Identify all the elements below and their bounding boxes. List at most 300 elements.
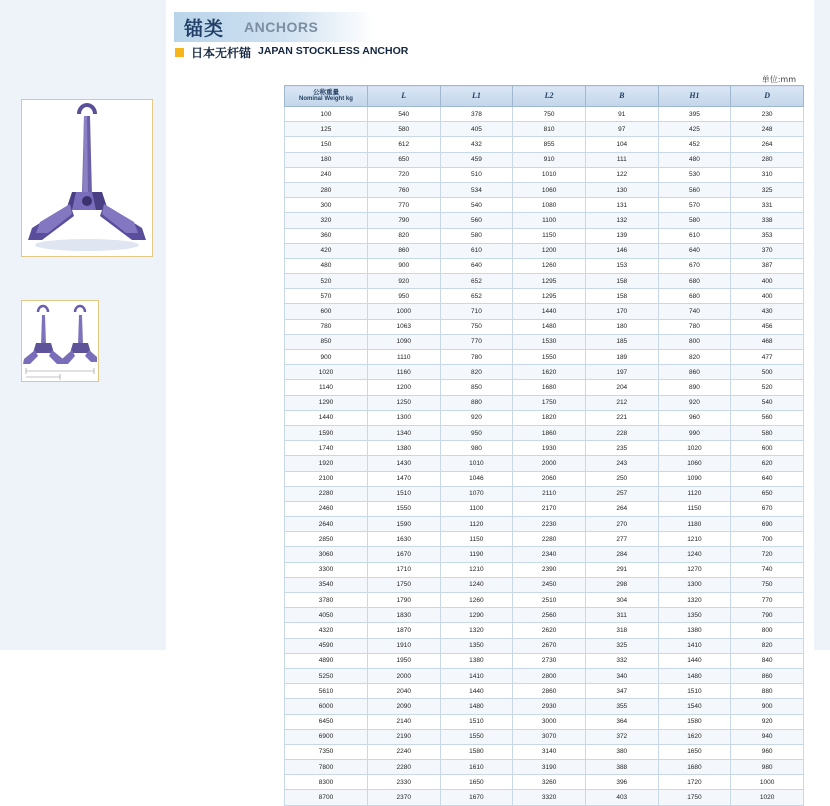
table-cell: 480 [285,258,368,273]
table-row [285,334,804,349]
table-cell: 1290 [440,608,513,623]
table-row [285,790,804,805]
table-cell: 534 [440,182,513,197]
table-cell: 4050 [285,608,368,623]
table-cell: 146 [585,243,658,258]
table-cell: 3140 [513,744,586,759]
table-cell: 130 [585,182,658,197]
table-row [285,775,804,790]
table-cell: 610 [440,243,513,258]
table-cell: 980 [440,441,513,456]
table-row [285,410,804,425]
table-cell: 920 [658,395,731,410]
table-cell: 277 [585,532,658,547]
table-cell: 158 [585,274,658,289]
table-cell: 158 [585,289,658,304]
table-cell: 104 [585,137,658,152]
anchor-diagram-graphic [22,301,98,381]
table-cell: 670 [731,501,804,516]
table-cell: 230 [731,107,804,122]
table-cell: 212 [585,395,658,410]
table-cell: 7800 [285,760,368,775]
table-cell: 197 [585,365,658,380]
table-cell: 1240 [440,577,513,592]
table-cell: 710 [440,304,513,319]
table-row [285,441,804,456]
table-cell: 1510 [658,684,731,699]
table-cell: 1550 [440,729,513,744]
table-cell: 770 [367,198,440,213]
table-cell: 1470 [367,471,440,486]
table-cell: 332 [585,653,658,668]
table-cell: 2000 [513,456,586,471]
table-cell: 1020 [658,441,731,456]
spec-table-col-l2: L2 [513,86,586,107]
table-cell: 180 [585,319,658,334]
spec-table-col-l1: L1 [440,86,513,107]
table-cell: 840 [731,653,804,668]
table-cell: 1190 [440,547,513,562]
table-cell: 740 [731,562,804,577]
table-cell: 2280 [285,486,368,501]
table-cell: 2670 [513,638,586,653]
table-cell: 1750 [658,790,731,805]
table-cell: 940 [731,729,804,744]
table-cell: 221 [585,410,658,425]
table-cell: 2140 [367,714,440,729]
table-cell: 1440 [285,410,368,425]
table-cell: 1063 [367,319,440,334]
table-cell: 900 [285,350,368,365]
table-cell: 235 [585,441,658,456]
table-cell: 820 [367,228,440,243]
table-cell: 318 [585,623,658,638]
table-cell: 3070 [513,729,586,744]
table-cell: 432 [440,137,513,152]
table-cell: 1010 [440,456,513,471]
spec-table-col-l: L [367,86,440,107]
table-cell: 1090 [658,471,731,486]
table-cell: 950 [440,425,513,440]
table-cell: 372 [585,729,658,744]
table-cell: 780 [658,319,731,334]
section-title-en: JAPAN STOCKLESS ANCHOR [258,45,409,57]
table-cell: 310 [731,167,804,182]
table-cell: 1580 [440,744,513,759]
table-cell: 387 [731,258,804,273]
table-row [285,107,804,122]
table-cell: 1340 [367,425,440,440]
table-cell: 770 [440,334,513,349]
table-cell: 338 [731,213,804,228]
table-cell: 2040 [367,684,440,699]
anchor-photo [21,99,153,257]
table-cell: 228 [585,425,658,440]
table-cell: 1020 [285,365,368,380]
spec-table-header-row [285,86,804,107]
table-cell: 810 [513,122,586,137]
table-cell: 520 [731,380,804,395]
table-cell: 652 [440,289,513,304]
table-cell: 850 [285,334,368,349]
table-cell: 1160 [367,365,440,380]
table-cell: 132 [585,213,658,228]
anchor-diagram [21,300,99,382]
table-cell: 1680 [658,760,731,775]
table-cell: 1120 [658,486,731,501]
table-cell: 1920 [285,456,368,471]
table-cell: 960 [731,744,804,759]
table-cell: 347 [585,684,658,699]
table-cell: 2230 [513,517,586,532]
table-cell: 1295 [513,274,586,289]
table-cell: 91 [585,107,658,122]
table-cell: 1820 [513,410,586,425]
table-cell: 600 [285,304,368,319]
table-cell: 2340 [513,547,586,562]
table-cell: 570 [285,289,368,304]
table-cell: 1300 [367,410,440,425]
table-row [285,258,804,273]
table-row [285,198,804,213]
table-cell: 2390 [513,562,586,577]
table-cell: 790 [731,608,804,623]
table-cell: 185 [585,334,658,349]
table-cell: 1150 [440,532,513,547]
table-cell: 770 [731,593,804,608]
table-cell: 291 [585,562,658,577]
table-cell: 1590 [367,517,440,532]
table-cell: 920 [367,274,440,289]
table-cell: 1670 [440,790,513,805]
table-cell: 150 [285,137,368,152]
table-cell: 280 [285,182,368,197]
table-cell: 1380 [367,441,440,456]
table-row [285,668,804,683]
table-cell: 520 [285,274,368,289]
table-cell: 2280 [367,760,440,775]
section-title-cn: 日本无杆锚 [191,46,252,60]
table-cell: 880 [731,684,804,699]
table-cell: 1430 [367,456,440,471]
table-cell: 170 [585,304,658,319]
table-cell: 5250 [285,668,368,683]
table-cell: 264 [731,137,804,152]
table-cell: 612 [367,137,440,152]
table-cell: 3060 [285,547,368,562]
table-cell: 2800 [513,668,586,683]
table-row [285,425,804,440]
table-cell: 1790 [367,593,440,608]
table-cell: 250 [585,471,658,486]
table-cell: 459 [440,152,513,167]
table-cell: 3780 [285,593,368,608]
table-row [285,289,804,304]
table-cell: 243 [585,456,658,471]
spec-table-head [285,86,804,107]
table-cell: 690 [731,517,804,532]
table-cell: 860 [658,365,731,380]
table-cell: 403 [585,790,658,805]
table-cell: 2090 [367,699,440,714]
table-cell: 1150 [658,501,731,516]
table-cell: 139 [585,228,658,243]
table-row [285,350,804,365]
spec-table-col-nominal-weight-kg: 公称重量 Nominal Weight kg [285,86,368,107]
table-cell: 760 [367,182,440,197]
table-row [285,395,804,410]
table-cell: 780 [440,350,513,365]
table-cell: 960 [658,410,731,425]
table-cell: 2450 [513,577,586,592]
table-cell: 640 [440,258,513,273]
table-cell: 1710 [367,562,440,577]
table-cell: 1380 [658,623,731,638]
table-cell: 400 [731,289,804,304]
table-row [285,593,804,608]
table-cell: 750 [731,577,804,592]
table-cell: 97 [585,122,658,137]
table-cell: 1110 [367,350,440,365]
table-cell: 3540 [285,577,368,592]
table-cell: 1260 [440,593,513,608]
table-cell: 1090 [367,334,440,349]
table-row [285,122,804,137]
table-row [285,684,804,699]
table-cell: 4590 [285,638,368,653]
table-cell: 1250 [367,395,440,410]
table-cell: 1410 [658,638,731,653]
table-cell: 2370 [367,790,440,805]
table-cell: 360 [285,228,368,243]
table-row [285,744,804,759]
table-cell: 1270 [658,562,731,577]
table-cell: 264 [585,501,658,516]
table-cell: 1320 [658,593,731,608]
table-cell: 284 [585,547,658,562]
table-row [285,228,804,243]
table-row [285,380,804,395]
table-cell: 1480 [513,319,586,334]
table-cell: 950 [367,289,440,304]
table-cell: 1950 [367,653,440,668]
table-cell: 8700 [285,790,368,805]
table-cell: 2330 [367,775,440,790]
table-row [285,167,804,182]
table-cell: 111 [585,152,658,167]
table-cell: 680 [658,274,731,289]
table-cell: 4320 [285,623,368,638]
table-cell: 820 [731,638,804,653]
table-cell: 340 [585,668,658,683]
table-cell: 2110 [513,486,586,501]
table-cell: 1870 [367,623,440,638]
table-cell: 2000 [367,668,440,683]
table-cell: 900 [367,258,440,273]
table-cell: 670 [658,258,731,273]
table-cell: 750 [440,319,513,334]
table-cell: 740 [658,304,731,319]
table-row [285,137,804,152]
table-cell: 1720 [658,775,731,790]
table-cell: 610 [658,228,731,243]
table-cell: 257 [585,486,658,501]
table-cell: 122 [585,167,658,182]
table-cell: 1140 [285,380,368,395]
table-cell: 1750 [513,395,586,410]
spec-table-col-d: D [731,86,804,107]
table-cell: 1300 [658,577,731,592]
table-cell: 910 [513,152,586,167]
table-cell: 1260 [513,258,586,273]
table-cell: 1680 [513,380,586,395]
table-cell: 920 [440,410,513,425]
table-row [285,653,804,668]
table-cell: 1200 [513,243,586,258]
table-cell: 1510 [440,714,513,729]
table-cell: 468 [731,334,804,349]
table-row [285,319,804,334]
table-cell: 3320 [513,790,586,805]
table-cell: 477 [731,350,804,365]
table-row [285,365,804,380]
table-cell: 1320 [440,623,513,638]
spec-table-col-b: B [585,86,658,107]
table-cell: 1210 [658,532,731,547]
table-cell: 850 [440,380,513,395]
table-cell: 1440 [440,684,513,699]
table-cell: 900 [731,699,804,714]
table-cell: 890 [658,380,731,395]
table-cell: 880 [440,395,513,410]
table-cell: 1000 [367,304,440,319]
table-row [285,486,804,501]
table-cell: 153 [585,258,658,273]
table-row [285,760,804,775]
table-cell: 1295 [513,289,586,304]
table-cell: 1100 [440,501,513,516]
spec-table-col-h1: H1 [658,86,731,107]
table-cell: 353 [731,228,804,243]
content-area [166,0,814,802]
table-cell: 1580 [658,714,731,729]
table-cell: 325 [731,182,804,197]
table-cell: 1350 [658,608,731,623]
table-cell: 920 [731,714,804,729]
table-cell: 1200 [367,380,440,395]
table-row [285,471,804,486]
table-cell: 540 [731,395,804,410]
table-cell: 355 [585,699,658,714]
table-row [285,699,804,714]
table-cell: 3000 [513,714,586,729]
table-cell: 1910 [367,638,440,653]
table-cell: 860 [367,243,440,258]
table-cell: 560 [440,213,513,228]
table-cell: 395 [658,107,731,122]
table-cell: 320 [285,213,368,228]
table-cell: 1740 [285,441,368,456]
table-cell: 8300 [285,775,368,790]
table-cell: 800 [658,334,731,349]
spec-table [284,85,804,806]
table-cell: 1210 [440,562,513,577]
table-cell: 425 [658,122,731,137]
table-cell: 311 [585,608,658,623]
table-cell: 1380 [440,653,513,668]
table-cell: 331 [731,198,804,213]
table-row [285,152,804,167]
table-cell: 2560 [513,608,586,623]
table-cell: 1046 [440,471,513,486]
table-cell: 1150 [513,228,586,243]
table-cell: 270 [585,517,658,532]
table-cell: 980 [731,760,804,775]
table-cell: 652 [440,274,513,289]
table-row [285,501,804,516]
table-cell: 2460 [285,501,368,516]
table-cell: 2190 [367,729,440,744]
table-cell: 7350 [285,744,368,759]
table-cell: 456 [731,319,804,334]
table-cell: 640 [731,471,804,486]
table-row [285,274,804,289]
table-cell: 420 [285,243,368,258]
table-cell: 820 [440,365,513,380]
table-cell: 700 [731,532,804,547]
table-row [285,623,804,638]
table-cell: 430 [731,304,804,319]
page-title-en: ANCHORS [244,19,319,35]
table-row [285,243,804,258]
table-cell: 364 [585,714,658,729]
table-row [285,213,804,228]
table-cell: 540 [367,107,440,122]
table-cell: 1350 [440,638,513,653]
table-cell: 570 [658,198,731,213]
table-cell: 480 [658,152,731,167]
table-cell: 650 [367,152,440,167]
table-cell: 180 [285,152,368,167]
table-cell: 248 [731,122,804,137]
table-cell: 2860 [513,684,586,699]
table-cell: 640 [658,243,731,258]
unit-note: 单位:mm [761,75,796,84]
table-cell: 580 [731,425,804,440]
table-cell: 2170 [513,501,586,516]
table-cell: 6450 [285,714,368,729]
table-cell: 300 [285,198,368,213]
table-cell: 1000 [731,775,804,790]
table-cell: 1020 [731,790,804,805]
table-cell: 750 [513,107,586,122]
table-cell: 1830 [367,608,440,623]
table-row [285,532,804,547]
table-cell: 240 [285,167,368,182]
right-margin-band [814,0,830,650]
anchor-photo-graphic [22,100,152,256]
table-cell: 800 [731,623,804,638]
table-cell: 1550 [513,350,586,365]
table-cell: 280 [731,152,804,167]
table-cell: 1060 [658,456,731,471]
spec-table-wrapper [284,85,804,806]
table-cell: 600 [731,441,804,456]
table-cell: 6000 [285,699,368,714]
table-cell: 2730 [513,653,586,668]
table-cell: 780 [285,319,368,334]
table-row [285,456,804,471]
